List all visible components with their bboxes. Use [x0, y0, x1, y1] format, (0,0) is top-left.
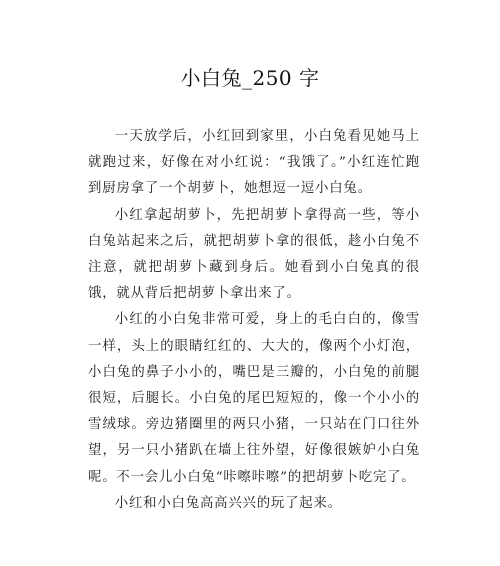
- document-body: [88, 124, 420, 517]
- paragraph-4: 小红和小白兔高高兴兴的玩了起来。: [114, 495, 342, 511]
- document-title: 小白兔_250 字: [180, 66, 320, 90]
- paragraph-3: 小红的小白兔非常可爱，身上的毛白白的，像雪一样，头上的眼睛红红的、大大的，像两个小灯泡，小白兔的鼻子小小的，嘴巴是三瓣的，小白兔的前腿很短，后腿长。小白兔的尾巴短短的，像一个小小的雪绒球。旁边猪圈里的两只小猪，一只站在门口往外望，另一只小猪趴在墙上往外望，好像很嫉妒小白兔呢。不一会儿小白兔“咔嚓咔嚓”的把胡萝卜吃完了。: [88, 312, 420, 485]
- paragraph-2: 小红拿起胡萝卜，先把胡萝卜拿得高一些，等小白兔站起来之后，就把胡萝卜拿的很低，趁小白兔不注意，就把胡萝卜藏到身后。她看到小白兔真的很饿，就从背后把胡萝卜拿出来了。: [88, 207, 420, 302]
- paragraph-1: 一天放学后，小红回到家里，小白兔看见她马上就跑过来，好像在对小红说：“我饿了。”小红连忙跑到厨房拿了一个胡萝卜，她想逗一逗小白兔。: [88, 129, 420, 197]
